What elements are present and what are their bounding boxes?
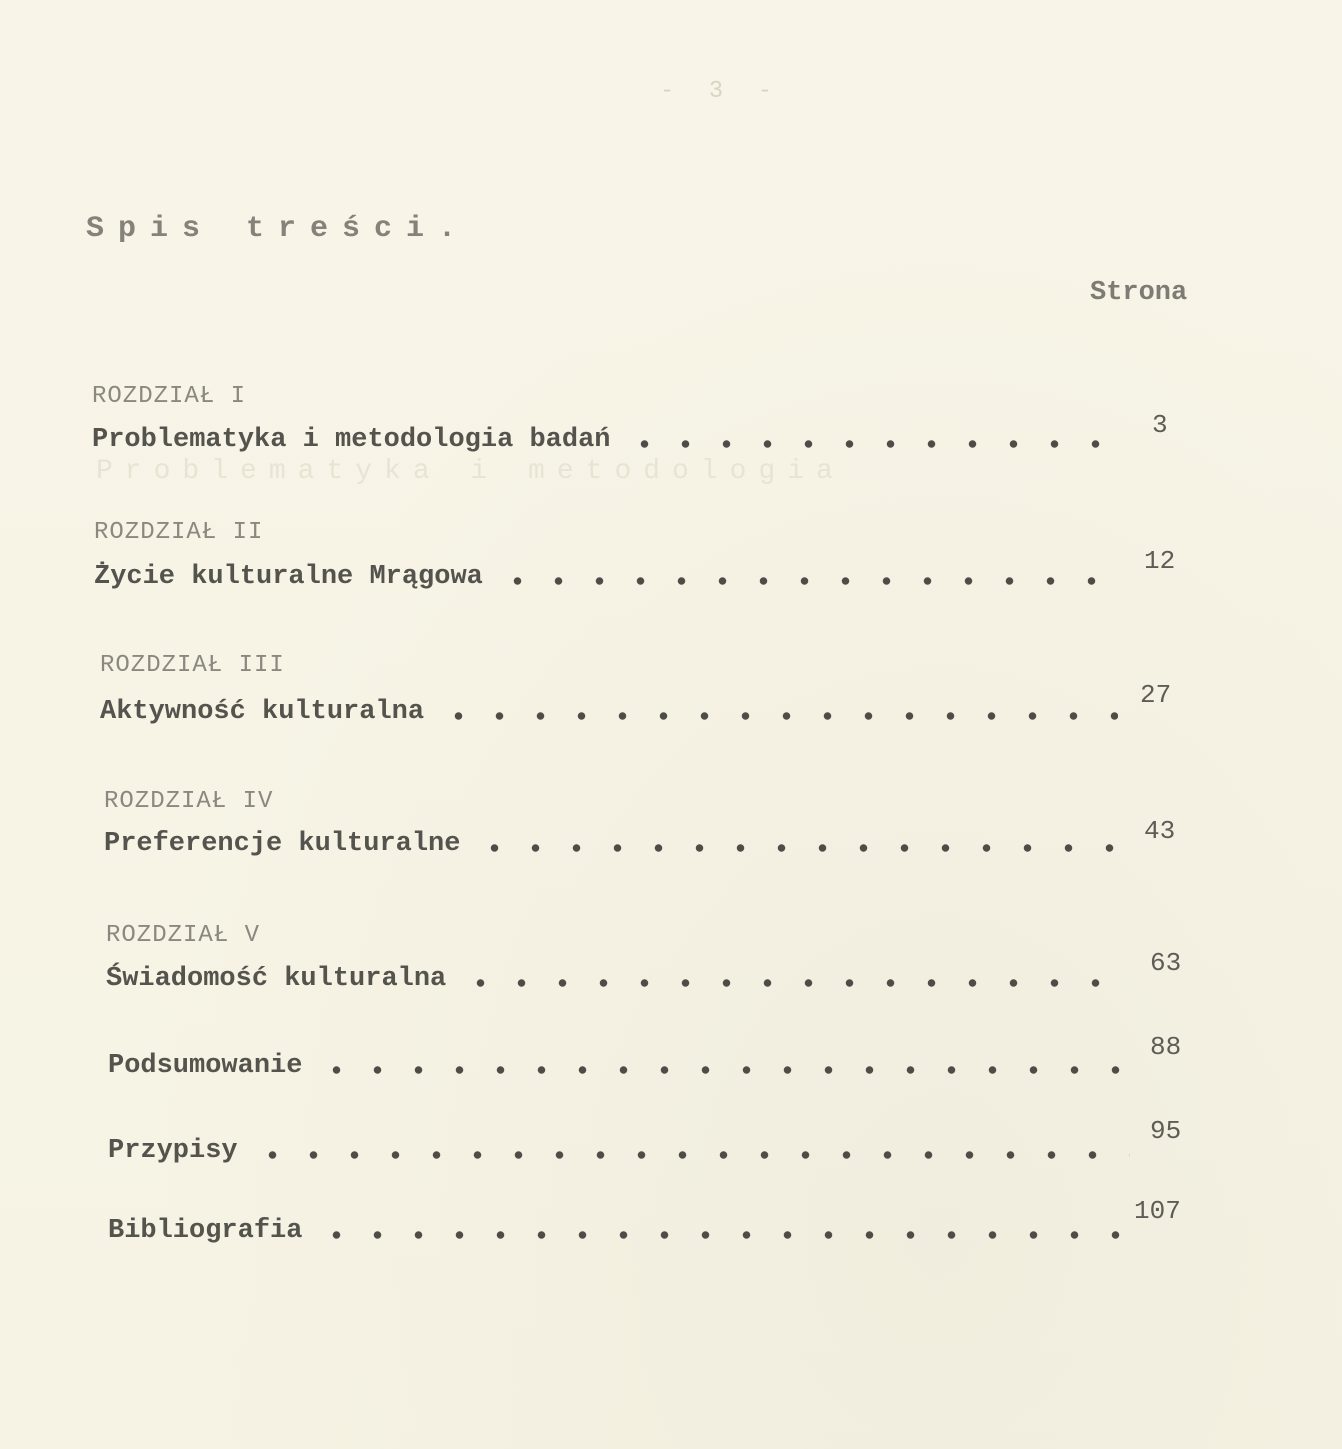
page-number: - 3 - [660, 78, 783, 105]
dot-leader [252, 1151, 1130, 1159]
entry-page-8: 107 [1134, 1196, 1181, 1226]
entry-title-8: Bibliografia [108, 1216, 303, 1246]
dot-leader [316, 1066, 1130, 1074]
toc-entry-5 [106, 964, 1142, 994]
entry-page-7: 95 [1150, 1116, 1182, 1146]
entry-title-5: Świadomość kulturalna [106, 964, 447, 994]
entry-page-2: 12 [1144, 546, 1176, 576]
entry-title-2: Życie kulturalne Mrągowa [94, 562, 483, 592]
chapter-label-5: ROZDZIAŁ V [106, 922, 261, 949]
toc-entry-1 [92, 425, 1128, 455]
entry-page-3: 27 [1140, 680, 1172, 710]
toc-entry-3 [100, 697, 1130, 727]
entry-page-4: 43 [1144, 816, 1176, 846]
toc-entry-2 [94, 562, 1126, 592]
toc-entry-7 [108, 1136, 1142, 1166]
dot-leader [624, 440, 1116, 448]
toc-entry-4 [104, 829, 1134, 859]
entry-title-1: Problematyka i metodologia badań [92, 425, 611, 455]
chapter-label-3: ROZDZIAŁ III [100, 652, 285, 679]
dot-leader [497, 577, 1114, 585]
entry-page-5: 63 [1150, 948, 1182, 978]
chapter-label-1: ROZDZIAŁ I [92, 383, 247, 410]
show-through-text: Problematyka i metodologia [96, 456, 845, 487]
entry-page-6: 88 [1150, 1032, 1182, 1062]
entry-title-7: Przypisy [108, 1136, 238, 1166]
entry-title-3: Aktywność kulturalna [100, 697, 425, 727]
dot-leader [460, 979, 1130, 987]
toc-entry-6 [108, 1051, 1142, 1081]
entry-page-1: 3 [1152, 410, 1168, 440]
chapter-label-4: ROZDZIAŁ IV [104, 788, 274, 815]
page-column-header: Strona [1090, 278, 1188, 308]
dot-leader [438, 712, 1118, 720]
dot-leader [474, 844, 1122, 852]
entry-title-4: Preferencje kulturalne [104, 829, 461, 859]
document-title: Spis treści. [86, 212, 471, 246]
dot-leader [316, 1231, 1124, 1239]
toc-entry-8 [108, 1216, 1136, 1246]
entry-title-6: Podsumowanie [108, 1051, 303, 1081]
chapter-label-2: ROZDZIAŁ II [94, 519, 264, 546]
